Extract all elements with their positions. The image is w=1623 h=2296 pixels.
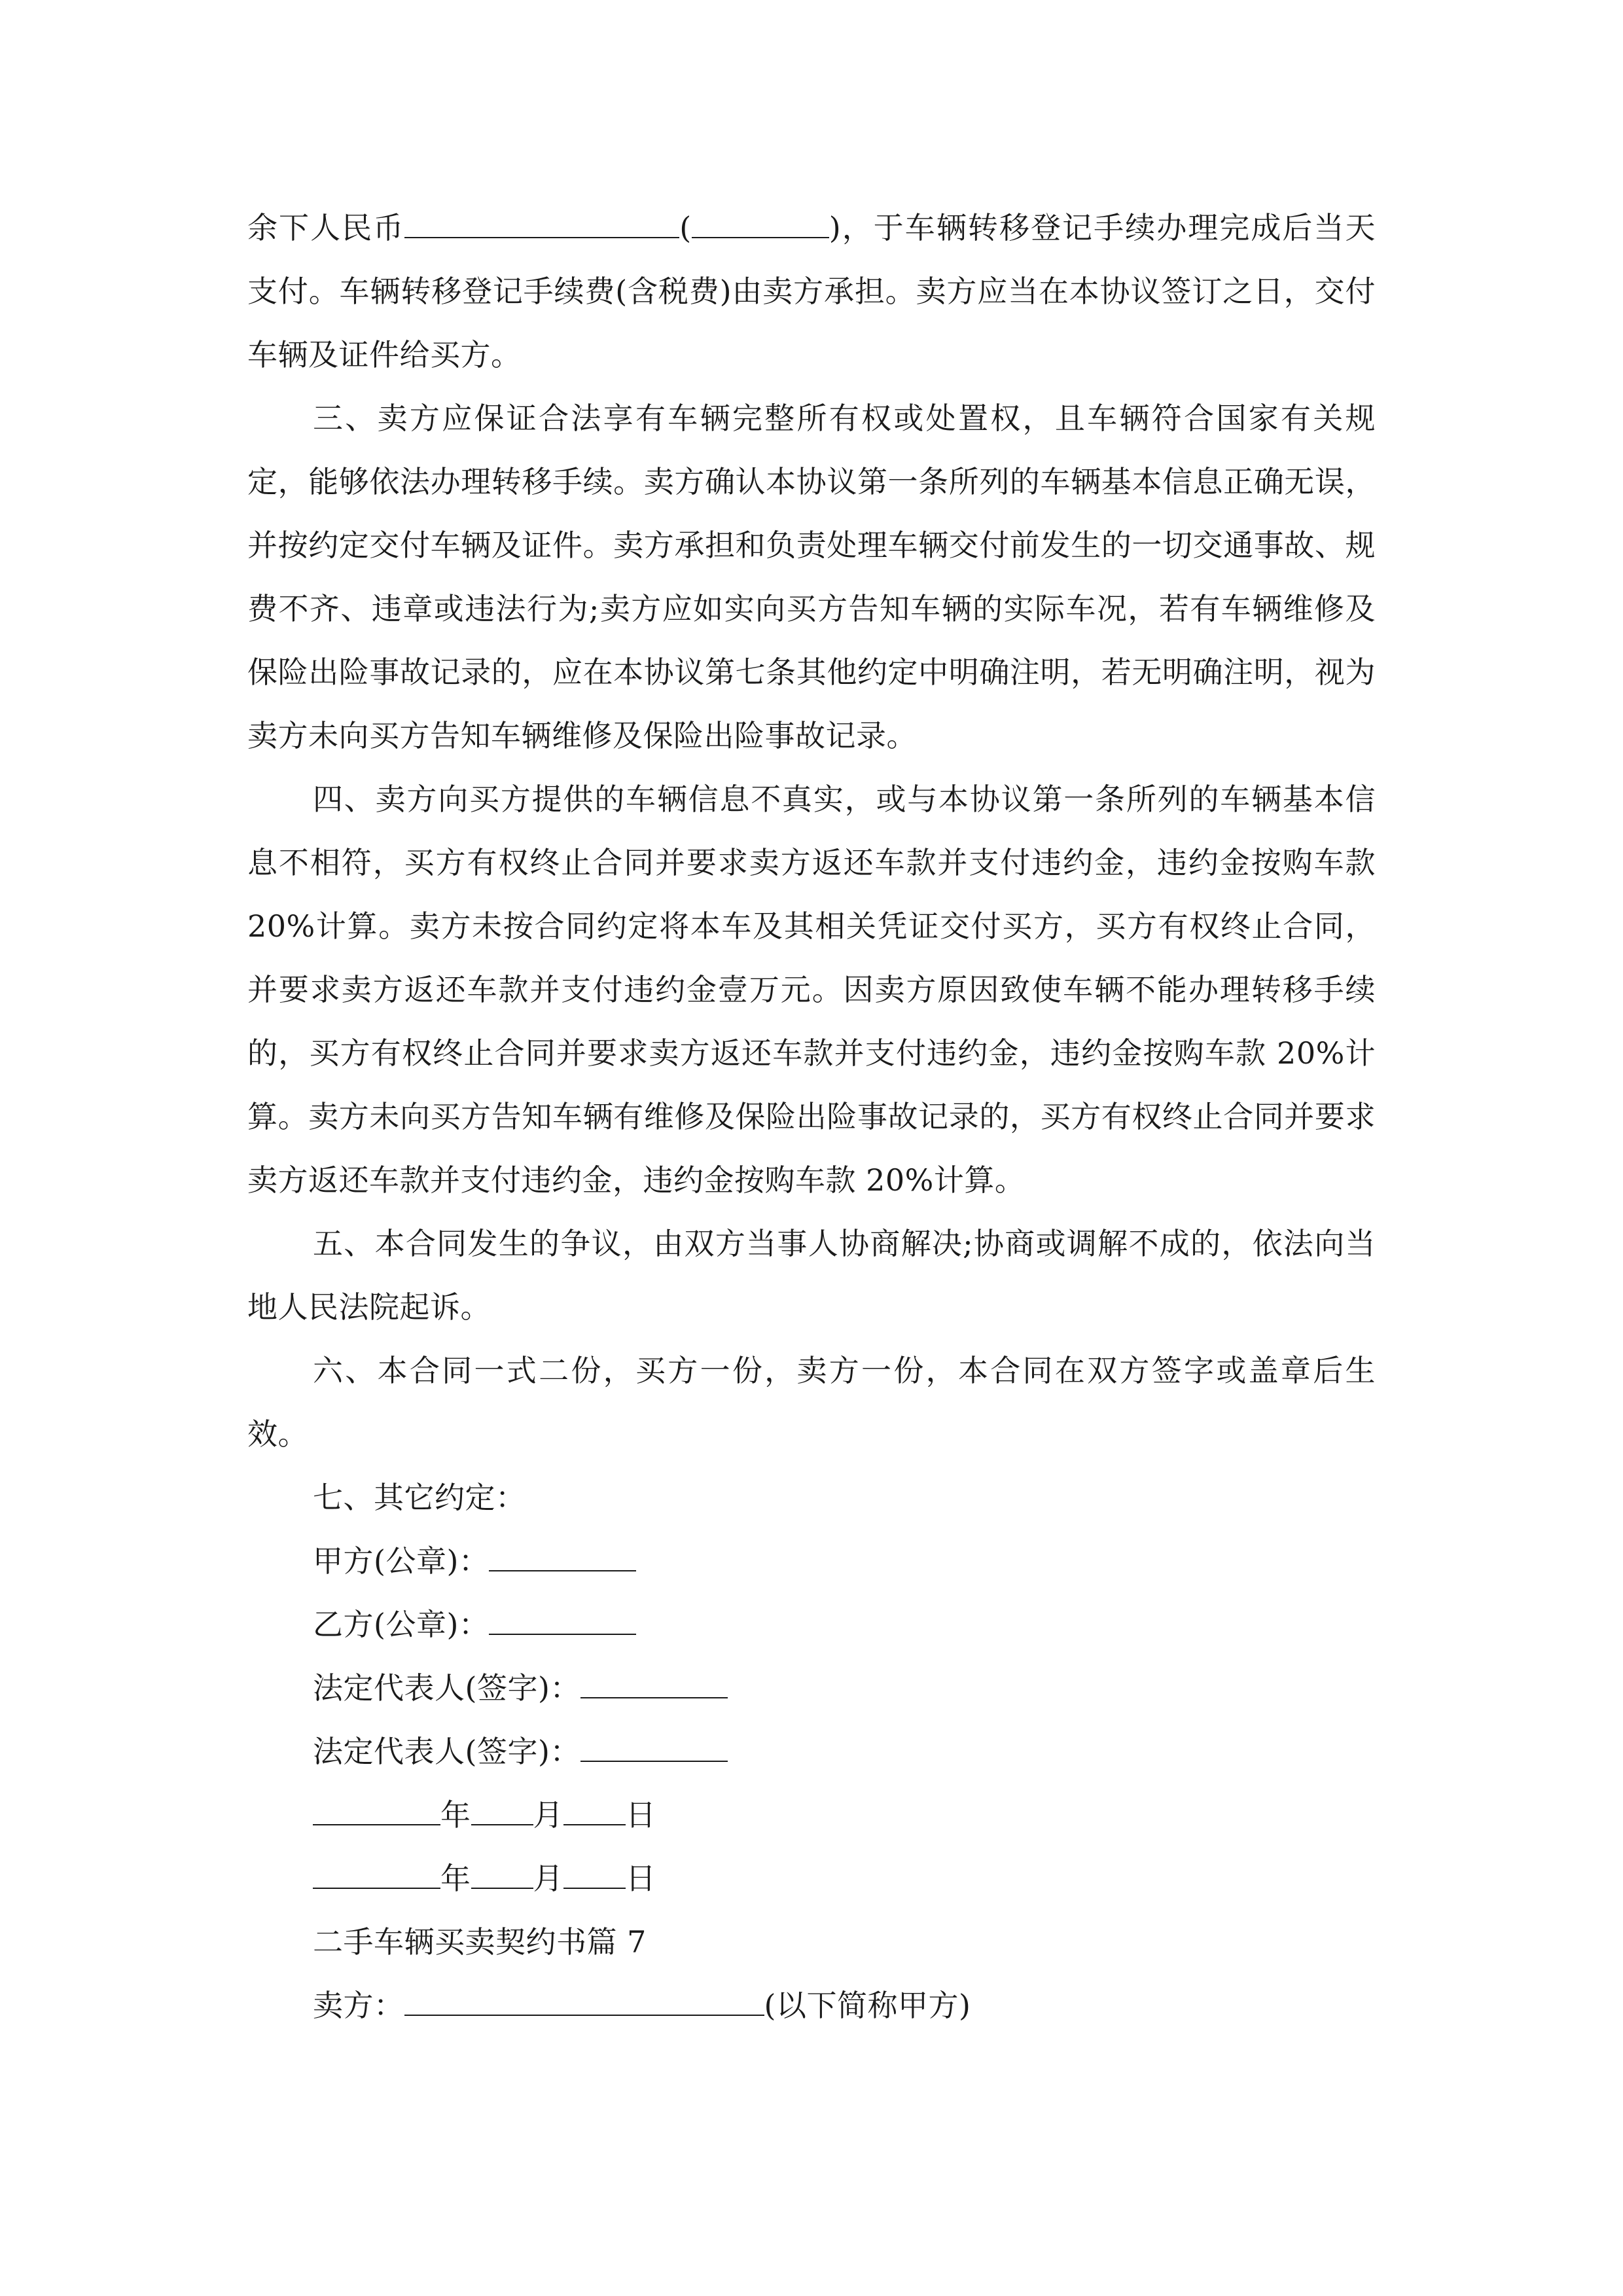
seller-line xyxy=(247,1974,1376,2037)
day-label-2: 日 xyxy=(626,1861,656,1896)
payment-text-c: )，于车辆转移登记手续办理完成后当天支付。车辆转移登记手续费(含税费)由卖方承担。卖方应当在本协议签订之日，交付车辆及证件给买方。 xyxy=(247,210,1376,372)
day-blank-2[interactable] xyxy=(563,1861,626,1889)
payment-text-b: ( xyxy=(679,210,692,245)
signature-legal-rep-1 xyxy=(247,1657,1376,1720)
signature-legal-rep-2 xyxy=(247,1720,1376,1784)
legal-rep-1-label: 法定代表人(签字)： xyxy=(313,1670,580,1706)
legal-rep-1-blank[interactable] xyxy=(580,1671,728,1698)
legal-rep-2-label: 法定代表人(签字)： xyxy=(313,1734,580,1769)
paragraph-clause-4: 四、卖方向买方提供的车辆信息不真实，或与本协议第一条所列的车辆基本信息不相符，买方有权终止合同并要求卖方返还车款并支付违约金，违约金按购车款 20%计算。卖方未按合同约定将本车及其相关凭证交付买方，买方有权终止合同，并要求卖方返还车款并支付违约金壹万元。因卖方原因致使车辆不能办理转移手续的，买方有权终止合同并要求卖方返还车款并支付违约金，违约金按购车款 20%计算。卖方未向买方告知车辆有维修及保险出险事故记录的，买方有权终止合同并要求卖方返还车款并支付违约金，违约金按购车款 20%计算。 xyxy=(247,781,1376,1198)
payment-text-a: 余下人民币 xyxy=(247,210,405,245)
seller-suffix: (以下简称甲方) xyxy=(764,1988,971,2023)
year-label-2: 年 xyxy=(440,1861,471,1896)
date-line-2 xyxy=(247,1847,1376,1910)
party-b-label: 乙方(公章)： xyxy=(313,1607,490,1642)
party-a-label: 甲方(公章)： xyxy=(313,1543,490,1579)
paragraph-clause-7: 七、其它约定： xyxy=(313,1480,526,1515)
document-page xyxy=(247,196,1376,2037)
signature-party-b xyxy=(247,1593,1376,1657)
date-line-1 xyxy=(247,1784,1376,1847)
section-title: 二手车辆买卖契约书篇 7 xyxy=(313,1924,647,1960)
year-blank-2[interactable] xyxy=(313,1861,440,1889)
amount-uppercase-blank[interactable] xyxy=(692,211,829,238)
month-label-2: 月 xyxy=(533,1861,563,1896)
year-label-1: 年 xyxy=(440,1797,471,1833)
amount-blank[interactable] xyxy=(404,211,679,238)
paragraph-clause-6: 六、本合同一式二份，买方一份，卖方一份，本合同在双方签字或盖章后生效。 xyxy=(247,1353,1376,1452)
seller-name-blank[interactable] xyxy=(404,1988,764,2016)
party-a-blank[interactable] xyxy=(489,1544,636,1571)
month-blank-2[interactable] xyxy=(471,1861,533,1889)
party-b-blank[interactable] xyxy=(489,1607,636,1635)
signature-party-a xyxy=(247,1530,1376,1593)
day-blank-1[interactable] xyxy=(563,1798,626,1825)
seller-label: 卖方： xyxy=(313,1988,404,2023)
month-blank-1[interactable] xyxy=(471,1798,533,1825)
day-label-1: 日 xyxy=(626,1797,656,1833)
legal-rep-2-blank[interactable] xyxy=(580,1734,728,1762)
month-label-1: 月 xyxy=(533,1797,563,1833)
year-blank-1[interactable] xyxy=(313,1798,440,1825)
paragraph-payment-terms xyxy=(247,196,1376,387)
paragraph-clause-5: 五、本合同发生的争议，由双方当事人协商解决;协商或调解不成的，依法向当地人民法院起诉。 xyxy=(247,1226,1376,1325)
paragraph-clause-3: 三、卖方应保证合法享有车辆完整所有权或处置权，且车辆符合国家有关规定，能够依法办理转移手续。卖方确认本协议第一条所列的车辆基本信息正确无误，并按约定交付车辆及证件。卖方承担和负责处理车辆交付前发生的一切交通事故、规费不齐、违章或违法行为;卖方应如实向买方告知车辆的实际车况，若有车辆维修及保险出险事故记录的，应在本协议第七条其他约定中明确注明，若无明确注明，视为卖方未向买方告知车辆维修及保险出险事故记录。 xyxy=(247,401,1376,753)
